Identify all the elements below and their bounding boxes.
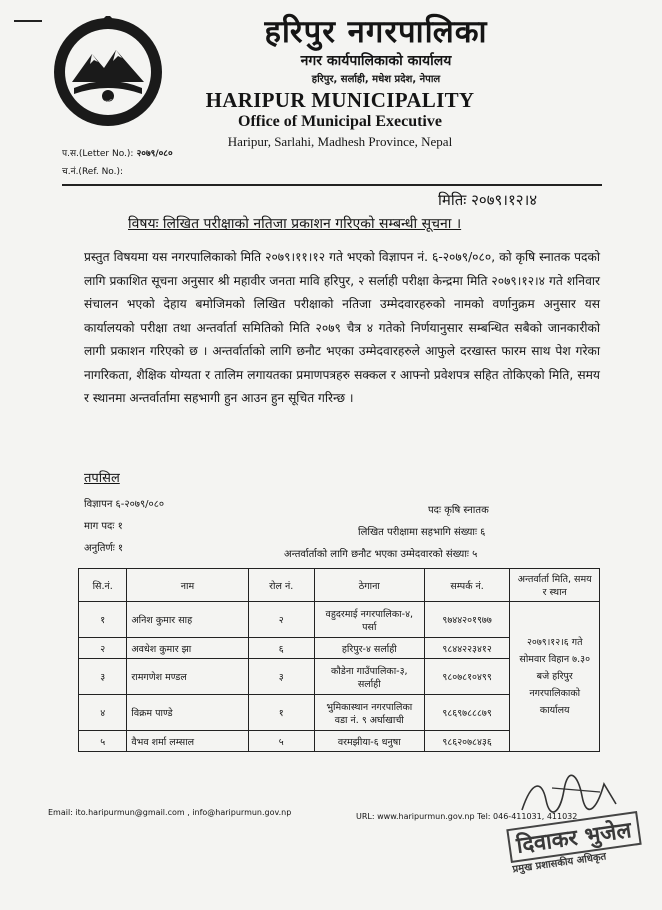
cell-name: विक्रम पाण्डे — [127, 695, 248, 731]
participants-count: लिखित परीक्षामा सहभागि संख्याः ६ — [358, 527, 486, 538]
results-table — [78, 568, 600, 752]
corner-mark — [14, 20, 42, 22]
cell-roll: १ — [248, 695, 314, 731]
cell-sn: ४ — [79, 695, 127, 731]
cell-sn: २ — [79, 638, 127, 659]
signature-icon — [512, 770, 632, 820]
subject-line: विषयः लिखित परीक्षाको नतिजा प्रकाशन गरिएको सम्बन्धी सूचना । — [128, 216, 462, 232]
header-divider — [62, 184, 602, 186]
cell-contact: ९८६९७८८८७९ — [424, 695, 510, 731]
cell-address: वहुदरमाई नगरपालिका-४, पर्सा — [314, 602, 424, 638]
footer-email: Email: ito.haripurmun@gmail.com , info@haripurmun.gov.np — [48, 808, 292, 817]
ref-no: च.नं.(Ref. No.): — [62, 167, 124, 177]
tapasil-heading: तपसिल — [84, 471, 120, 486]
cell-roll: ५ — [248, 731, 314, 752]
cell-sn: ५ — [79, 731, 127, 752]
nepali-address: हरिपुर, सर्लाही, मधेश प्रदेश, नेपाल — [311, 74, 441, 85]
cell-name: अनिश कुमार साह — [127, 602, 248, 638]
nepali-office: नगर कार्यपालिकाको कार्यालय — [300, 53, 452, 69]
col-header: नाम — [127, 569, 248, 602]
cell-name: वैभव शर्मा लम्साल — [127, 731, 248, 752]
table-header-row — [79, 569, 600, 602]
col-header: ठेगाना — [314, 569, 424, 602]
cell-roll: ६ — [248, 638, 314, 659]
nepali-title: हरिपुर नगरपालिका — [264, 14, 488, 50]
advertisement-no: विज्ञापन ६-२०७९/०८० — [84, 499, 165, 510]
letter-date: मितिः २०७९।१२।४ — [438, 191, 538, 209]
officer-stamp-post: प्रमुख प्रशासकीय अधिकृत — [511, 851, 607, 876]
english-office: Office of Municipal Executive — [238, 113, 442, 130]
interview-schedule: २०७९।१२।६ गते सोमवार विहान ७.३० बजे हरिपुर नगरपालिकाको कार्यालय — [510, 602, 600, 752]
cell-address: कौडेना गाउँपालिका-३, सर्लाही — [314, 659, 424, 695]
cell-sn: ३ — [79, 659, 127, 695]
english-address: Haripur, Sarlahi, Madhesh Province, Nepal — [227, 134, 453, 149]
english-title: HARIPUR MUNICIPALITY — [205, 88, 475, 112]
cell-contact: ९८६२०७८४३६ — [424, 731, 510, 752]
cell-contact: ९८०७८१०४९९ — [424, 659, 510, 695]
col-header: सम्पर्क नं. — [424, 569, 510, 602]
col-header: सि.नं. — [79, 569, 127, 602]
cell-contact: ९८४४२२३४१२ — [424, 638, 510, 659]
municipality-emblem-icon — [52, 16, 164, 128]
passed-count: अनुतिर्णः १ — [84, 543, 124, 554]
footer-url: URL: www.haripurmun.gov.np Tel: 046-411031, 411032 — [356, 812, 578, 821]
col-header: अन्तर्वार्ता मिति, समय र स्थान — [510, 569, 600, 602]
shortlisted-count: अन्तर्वार्ताको लागि छनौट भएका उम्मेदवारको संख्याः ५ — [284, 549, 478, 560]
col-header: रोल नं. — [248, 569, 314, 602]
cell-address: भुमिकास्थान नगरपालिका वडा नं. ९ अर्घाखाची — [314, 695, 424, 731]
cell-sn: १ — [79, 602, 127, 638]
logo-text: हरिपुर नगरपालिका सर्लाही — [85, 100, 133, 106]
body-paragraph: प्रस्तुत विषयमा यस नगरपालिकाको मिति २०७९।११।१२ गते भएको विज्ञापन नं. ६-२०७९/०८०, को कृषि स्नातक पदको लागि प्रकाशित सूचना अनुसार श्री महावीर जनता मावि हरिपुर, २ सर्लाही परीक्षा केन्द्रमा मिति २०७९।१२।४ गते शनिवार संचालन भएको देहाय बमोजिमको लिखित परीक्षाको नतिजा उम्मेदवारहरुको नामको वर्णानुक्रम अनुसार यस कार्यालयको परीक्षा तथा अन्तर्वार्ता समितिको मिति २०७९ चैत्र ४ गतेको निर्णयानुसार सम्बन्धित सबैको जानकारीको लागी प्रकाशन गरिएको छ । अन्तर्वार्ताको लागि छनौट भएका उम्मेदवारहरुले आफुले दरखास्त फारम साथ पेश गरेका नागरिकता, शैक्षिक योग्यता र तालिम लगायतका प्रमाणपत्रहरु सक्कल र आफ्नो प्रवेशपत्र सहित तोकिएको मिति, समय र स्थानमा अन्तर्वार्तामा सहभागी हुन आउन हुन सूचित गरिन्छ । — [84, 250, 600, 405]
cell-contact: ९७४४२०१९७७ — [424, 602, 510, 638]
cell-name: अवधेश कुमार झा — [127, 638, 248, 659]
demand-post: माग पदः १ — [84, 521, 123, 532]
cell-address: हरिपुर-४ सर्लाही — [314, 638, 424, 659]
post-name: पदः कृषि स्नातक — [428, 505, 489, 516]
table-row — [79, 602, 600, 638]
officer-stamp-name: दिवाकर भुजेल — [506, 811, 641, 863]
letter-no: प.स.(Letter No.): २०७९/०८० — [62, 149, 173, 159]
cell-roll: ३ — [248, 659, 314, 695]
cell-roll: २ — [248, 602, 314, 638]
cell-address: वरमझीया-६ धनुषा — [314, 731, 424, 752]
cell-name: रामगणेश मण्डल — [127, 659, 248, 695]
